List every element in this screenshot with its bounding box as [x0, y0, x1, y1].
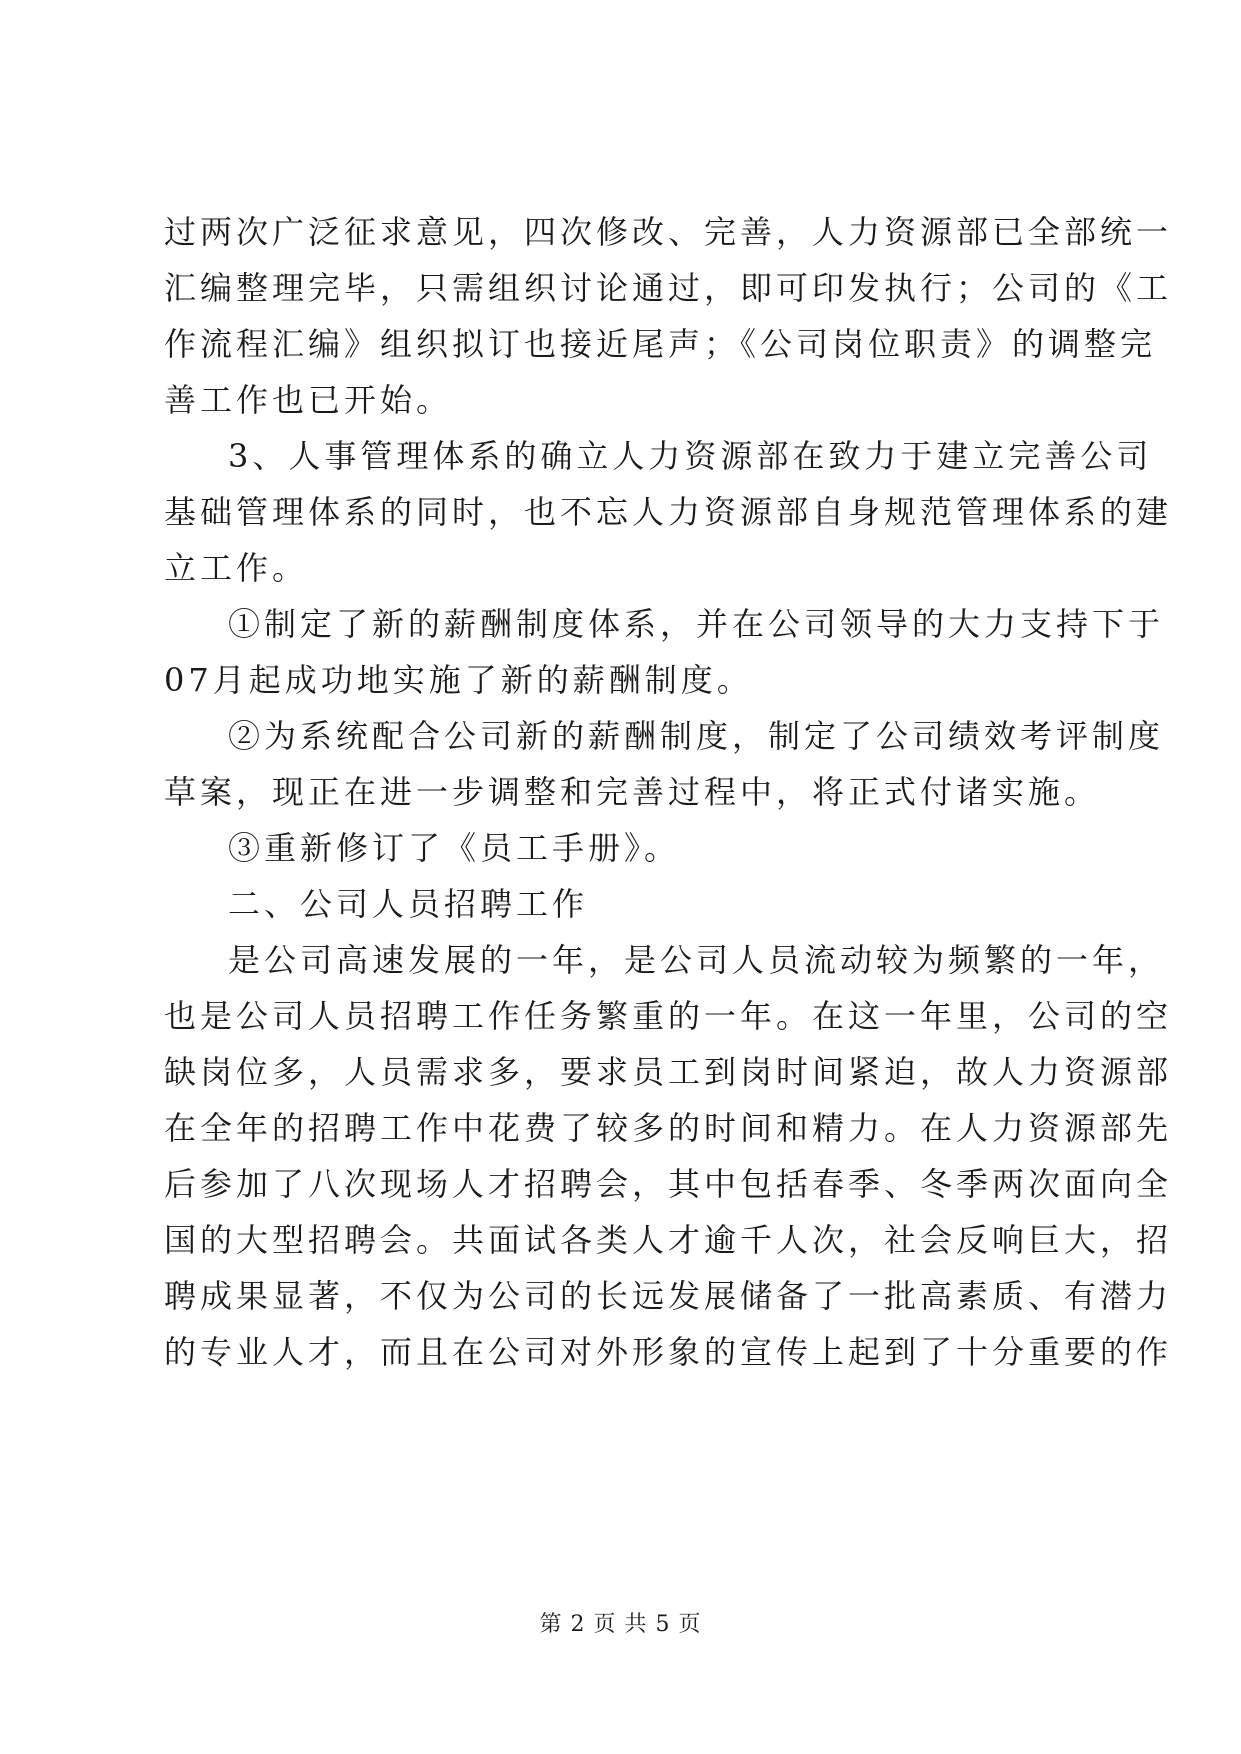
text-line: 是公司高速发展的一年，是公司人员流动较为频繁的一年，	[228, 941, 1165, 979]
text-line: 在全年的招聘工作中花费了较多的时间和精力。在人力资源部先	[164, 1109, 1173, 1147]
text-line: 基础管理体系的同时，也不忘人力资源部自身规范管理体系的建	[164, 493, 1173, 531]
text-line: 07月起成功地实施了新的薪酬制度。	[164, 661, 753, 699]
text-line: 作流程汇编》组织拟订也接近尾声；《公司岗位职责》的调整完	[164, 325, 1157, 363]
text-line: 善工作也已开始。	[164, 381, 453, 419]
text-line: 立工作。	[164, 549, 309, 587]
text-line: 草案，现正在进一步调整和完善过程中，将正式付诸实施。	[164, 773, 1101, 811]
text-line: 聘成果显著，不仅为公司的长远发展储备了一批高素质、有潜力	[164, 1277, 1173, 1315]
text-line: 的专业人才，而且在公司对外形象的宣传上起到了十分重要的作	[164, 1333, 1173, 1371]
text-line: 缺岗位多，人员需求多，要求员工到岗时间紧迫，故人力资源部	[164, 1053, 1173, 1091]
text-line: ②为系统配合公司新的薪酬制度，制定了公司绩效考评制度	[228, 717, 1165, 755]
text-line: ③重新修订了《员工手册》。	[228, 829, 681, 867]
section-heading: 二、公司人员招聘工作	[228, 885, 589, 923]
text-line: 后参加了八次现场人才招聘会，其中包括春季、冬季两次面向全	[164, 1165, 1173, 1203]
text-line: 3、人事管理体系的确立人力资源部在致力于建立完善公司	[228, 437, 1153, 475]
text-line: 国的大型招聘会。共面试各类人才逾千人次，社会反响巨大，招	[164, 1221, 1173, 1259]
text-line: ①制定了新的薪酬制度体系，并在公司领导的大力支持下于	[228, 605, 1165, 643]
text-line: 汇编整理完毕，只需组织讨论通过，即可印发执行；公司的《工	[164, 269, 1173, 307]
text-line: 过两次广泛征求意见，四次修改、完善，人力资源部已全部统一	[164, 213, 1173, 251]
text-line: 也是公司人员招聘工作任务繁重的一年。在这一年里，公司的空	[164, 997, 1173, 1035]
page-number-footer: 第 2 页 共 5 页	[539, 1612, 702, 1637]
